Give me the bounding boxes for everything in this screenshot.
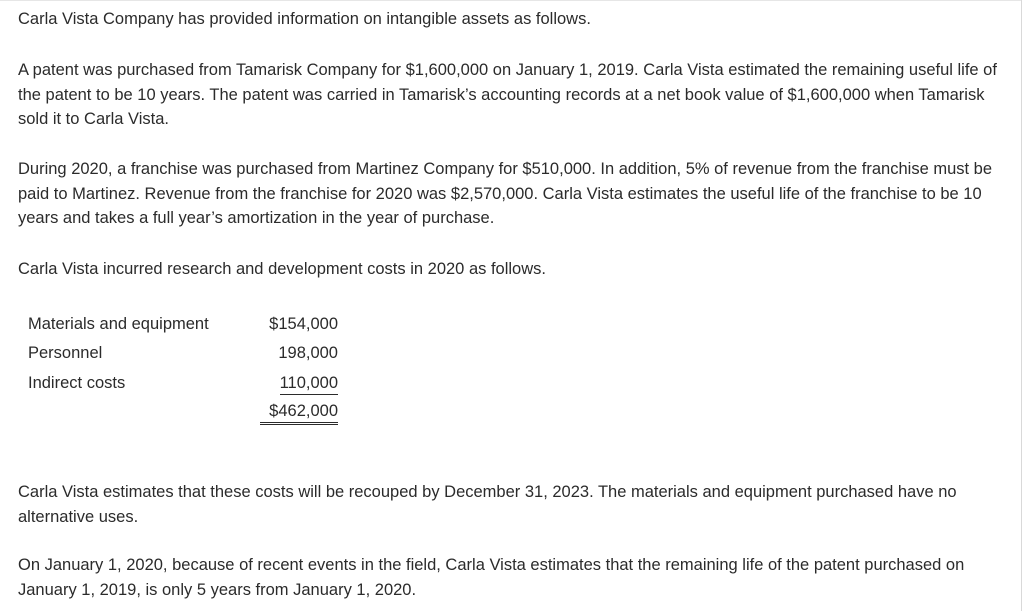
rd-costs-table (28, 309, 338, 427)
rd-intro-text: Carla Vista incurred research and development costs in 2020 as follows. (18, 260, 546, 278)
franchise-paragraph: During 2020, a franchise was purchased from Martinez Company for $510,000. In addition, 5% of revenue from the franchise must be paid to Martinez. Revenue from the franchise for 2020 was $2,570,000. Carla Vista estimates the useful life of the franchise to be 10 years and takes a full year’s amortization in the year of purchase. (18, 160, 993, 227)
cost-amount: $154,000 (269, 314, 338, 333)
table-row (28, 368, 338, 398)
top-divider (0, 0, 1021, 1)
cost-label: Personnel (28, 344, 103, 362)
cost-amount: 110,000 (280, 372, 338, 395)
table-row (28, 339, 338, 369)
patent-life-paragraph: On January 1, 2020, because of recent events in the field, Carla Vista estimates that the remaining life of the patent purchased on January 1, 2019, is only 5 years from January 1, 2020. (18, 556, 965, 599)
cost-label: Indirect costs (28, 373, 126, 392)
cost-label: Materials and equipment (28, 314, 209, 333)
cost-amount: 198,000 (278, 344, 338, 362)
intro-text: Carla Vista Company has provided information on intangible assets as follows. (18, 10, 591, 28)
patent-paragraph: A patent was purchased from Tamarisk Company for $1,600,000 on January 1, 2019. Carla Vista estimated the remaining useful life of the patent to be 10 years. The patent was carried in Tamarisk’s accounting records at a net book value of $1,600,000 when Tamarisk sold it to Carla Vista. (18, 61, 997, 128)
table-row-total (28, 398, 338, 428)
table-row (28, 309, 338, 339)
recoup-paragraph: Carla Vista estimates that these costs will be recouped by December 31, 2023. The materials and equipment purchased have no alternative uses. (18, 483, 957, 526)
total-amount: $462,000 (260, 400, 338, 425)
